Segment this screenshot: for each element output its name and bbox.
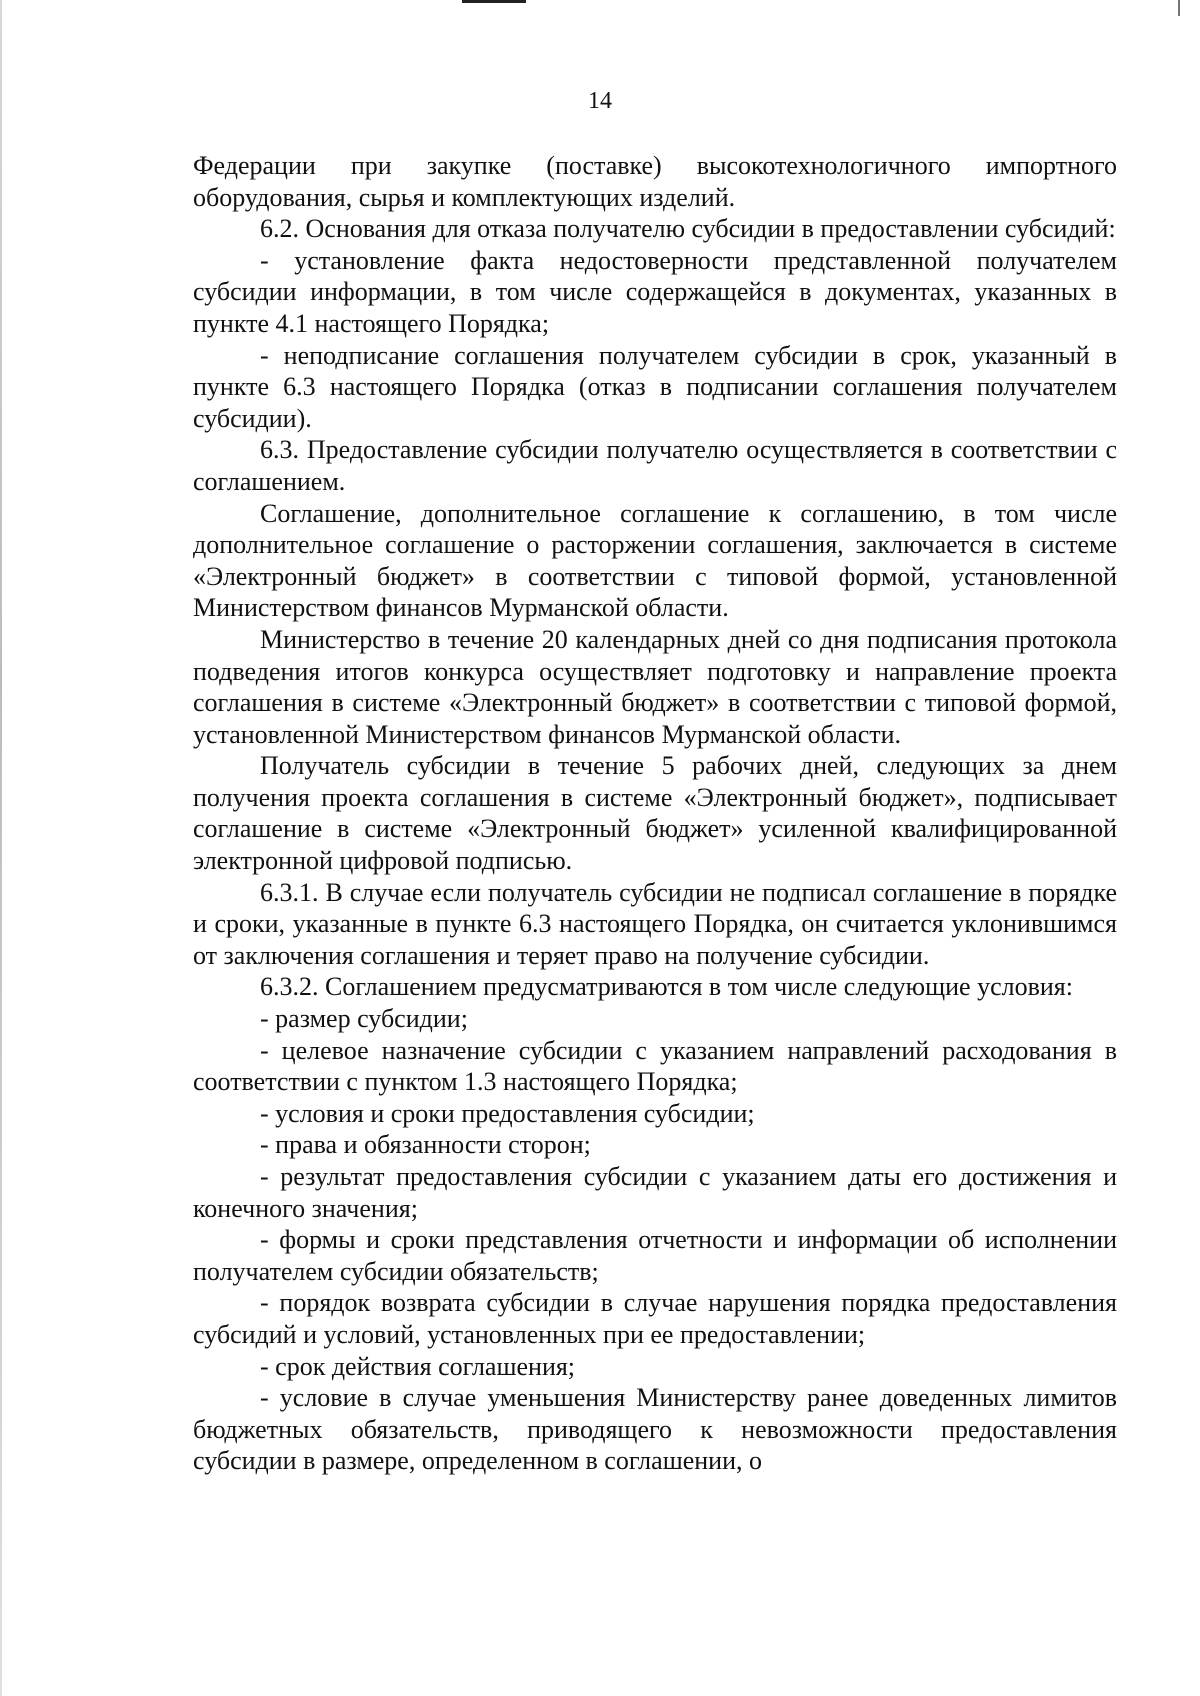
list-item: - условия и сроки предоставления субсидии; bbox=[260, 1098, 755, 1128]
paragraph-6-3-1: 6.3.1. В случае если получатель субсидии не подписал соглашение в порядке и сроки, указанные в пункте 6.3 настоящего Порядка, он считается уклонившимся от заключения соглашения и теряет право на получение субсидии. bbox=[193, 877, 1117, 970]
paragraph: Получатель субсидии в течение 5 рабочих дней, следующих за днем получения проекта соглашения в системе «Электронный бюджет», подписывает соглашение в системе «Электронный бюджет» усиленной квалифицированной электронной цифровой подписью. bbox=[193, 751, 1117, 876]
document-body bbox=[193, 150, 1117, 1477]
paragraph-6-3-2: 6.3.2. Соглашением предусматриваются в том числе следующие условия: bbox=[260, 972, 1073, 1002]
list-item: - условие в случае уменьшения Министерству ранее доведенных лимитов бюджетных обязательств, приводящего к невозможности предоставления субсидии в размере, определенном в соглашении, о bbox=[193, 1383, 1117, 1476]
paragraph: Соглашение, дополнительное соглашение к соглашению, в том числе дополнительное соглашение о расторжении соглашения, заключается в системе «Электронный бюджет» в соответствии с типовой формой, установленной Министерством финансов Мурманской области. bbox=[193, 498, 1117, 623]
page-number: 14 bbox=[588, 88, 612, 114]
list-item: - результат предоставления субсидии с указанием даты его достижения и конечного значения; bbox=[193, 1162, 1117, 1223]
paragraph: Министерство в течение 20 календарных дней со дня подписания протокола подведения итогов конкурса осуществляет подготовку и направление проекта соглашения в системе «Электронный бюджет» в соответствии с типовой формой, установленной Министерством финансов Мурманской области. bbox=[193, 624, 1117, 749]
list-item: - порядок возврата субсидии в случае нарушения порядка предоставления субсидий и условий, установленных при ее предоставлении; bbox=[193, 1288, 1117, 1349]
list-item: - права и обязанности сторон; bbox=[260, 1130, 591, 1160]
scan-edge-left bbox=[0, 0, 2, 1696]
list-item: - размер субсидии; bbox=[260, 1004, 468, 1034]
paragraph-6-3: 6.3. Предоставление субсидии получателю осуществляется в соответствии с соглашением. bbox=[193, 435, 1117, 496]
paragraph-continuation: Федерации при закупке (поставке) высокотехнологичного импортного оборудования, сырья и комплектующих изделий. bbox=[193, 151, 1117, 212]
scan-tick-right bbox=[1178, 0, 1180, 16]
list-item: - срок действия соглашения; bbox=[260, 1351, 576, 1381]
list-item: - установление факта недостоверности представленной получателем субсидии информации, в том числе содержащейся в документах, указанных в пункте 4.1 настоящего Порядка; bbox=[193, 245, 1117, 338]
scan-mark-top bbox=[462, 0, 526, 3]
list-item: - целевое назначение субсидии с указанием направлений расходования в соответствии с пунктом 1.3 настоящего Порядка; bbox=[193, 1035, 1117, 1097]
list-item: - неподписание соглашения получателем субсидии в срок, указанный в пункте 6.3 настоящего Порядка (отказ в подписании соглашения получателем субсидии). bbox=[193, 340, 1117, 433]
list-item: - формы и сроки представления отчетности и информации об исполнении получателем субсидии обязательств; bbox=[193, 1225, 1117, 1286]
paragraph-6-2: 6.2. Основания для отказа получателю субсидии в предоставлении субсидий: bbox=[260, 214, 1116, 244]
